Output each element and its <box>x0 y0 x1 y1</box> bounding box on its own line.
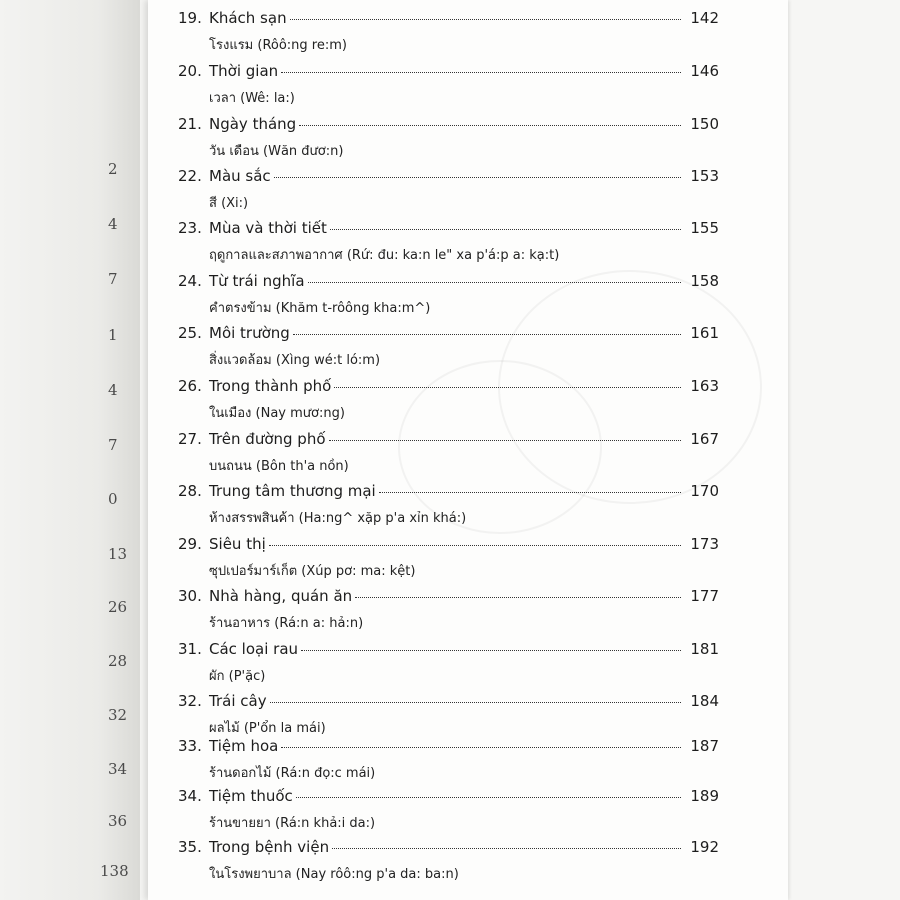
entry-thai-subtitle: วัน เดือน (Wăn đươ:n) <box>209 144 344 159</box>
entry-title: Khách sạn <box>209 9 287 27</box>
entry-page: 155 <box>690 219 719 237</box>
dot-leader <box>269 544 681 546</box>
entry-thai-subtitle: บนถนน (Bôn th'a nồn) <box>209 459 349 474</box>
toc-entry[interactable] <box>178 737 719 789</box>
toc-entry[interactable] <box>178 115 719 167</box>
toc-entry[interactable] <box>178 838 719 890</box>
dot-leader <box>329 439 681 441</box>
entry-title: Siêu thị <box>209 535 266 553</box>
entry-number: 27. <box>178 430 202 448</box>
dot-leader <box>281 71 681 73</box>
left-page-edge <box>0 0 140 900</box>
entry-page: 184 <box>690 692 719 710</box>
entry-title: Ngày tháng <box>209 115 297 133</box>
entry-title: Môi trường <box>209 324 290 342</box>
left-page-number: 7 <box>108 270 118 288</box>
dot-leader <box>301 649 681 651</box>
entry-number: 34. <box>178 787 202 805</box>
entry-page: 177 <box>690 587 719 605</box>
entry-page: 161 <box>690 324 719 342</box>
left-page-number: 4 <box>108 381 118 399</box>
entry-thai-subtitle: ฤดูกาลและสภาพอากาศ (Rứ: đu: ka:n le" xa p'á:p a: kạ:t) <box>209 248 560 263</box>
left-page-number: 26 <box>108 598 128 616</box>
left-page-number: 34 <box>108 760 128 778</box>
toc-entry[interactable] <box>178 430 719 482</box>
left-page-number: 138 <box>100 862 129 880</box>
toc-entry[interactable] <box>178 640 719 692</box>
dot-leader <box>290 18 681 20</box>
dot-leader <box>355 596 681 598</box>
entry-page: 153 <box>690 167 719 185</box>
dot-leader <box>379 491 681 493</box>
toc-entry[interactable] <box>178 482 719 534</box>
entry-title: Tiệm hoa <box>209 737 279 755</box>
dot-leader <box>332 847 681 849</box>
left-page-number: 28 <box>108 652 128 670</box>
toc-entry[interactable] <box>178 535 719 587</box>
entry-number: 28. <box>178 482 202 500</box>
toc-entry[interactable] <box>178 62 719 114</box>
entry-title: Mùa và thời tiết <box>209 219 327 237</box>
dot-leader <box>293 333 681 335</box>
entry-title: Trên đường phố <box>209 430 326 448</box>
entry-thai-subtitle: ห้างสรรพสินค้า (Ha:ng^ xặp p'a xỉn khá:) <box>209 511 467 526</box>
entry-number: 19. <box>178 9 202 27</box>
dot-leader <box>330 228 681 230</box>
entry-title: Trung tâm thương mại <box>209 482 376 500</box>
entry-page: 181 <box>690 640 719 658</box>
entry-page: 192 <box>690 838 719 856</box>
entry-thai-subtitle: ร้านอาหาร (Rá:n a: hả:n) <box>209 616 364 631</box>
left-page-number: 0 <box>108 490 118 508</box>
toc-entry[interactable] <box>178 587 719 639</box>
toc-entry[interactable] <box>178 9 719 61</box>
entry-page: 146 <box>690 62 719 80</box>
left-page-number: 4 <box>108 215 118 233</box>
entry-title: Trái cây <box>209 692 267 710</box>
entry-number: 29. <box>178 535 202 553</box>
entry-thai-subtitle: ในเมือง (Nay mươ:ng) <box>209 406 345 421</box>
left-page-number: 2 <box>108 160 118 178</box>
toc-entry[interactable] <box>178 167 719 219</box>
entry-page: 187 <box>690 737 719 755</box>
entry-number: 32. <box>178 692 202 710</box>
dot-leader <box>270 701 681 703</box>
entry-page: 167 <box>690 430 719 448</box>
entry-title: Màu sắc <box>209 167 271 185</box>
entry-thai-subtitle: เวลา (Wê: la:) <box>209 91 295 106</box>
entry-number: 23. <box>178 219 202 237</box>
entry-page: 142 <box>690 9 719 27</box>
entry-number: 20. <box>178 62 202 80</box>
entry-number: 22. <box>178 167 202 185</box>
entry-title: Thời gian <box>209 62 279 80</box>
entry-thai-subtitle: ร้านดอกไม้ (Rá:n đọ:c mái) <box>209 766 376 781</box>
entry-thai-subtitle: ซุปเปอร์มาร์เก็ต (Xúp pơ: ma: kệt) <box>209 564 416 579</box>
entry-title: Các loại rau <box>209 640 299 658</box>
entry-number: 21. <box>178 115 202 133</box>
toc-entry[interactable] <box>178 377 719 429</box>
left-page-number: 13 <box>108 545 128 563</box>
entry-thai-subtitle: สี (Xi:) <box>209 196 249 211</box>
entry-title: Trong thành phố <box>209 377 332 395</box>
entry-thai-subtitle: ผลไม้ (P'ổn la mái) <box>209 721 326 736</box>
entry-thai-subtitle: สิ่งแวดล้อม (Xìng wé:t ló:m) <box>209 353 381 368</box>
toc-entry[interactable] <box>178 219 719 271</box>
entry-title: Từ trái nghĩa <box>209 272 305 290</box>
entry-thai-subtitle: โรงแรม (Rôô:ng re:m) <box>209 38 347 53</box>
entry-thai-subtitle: ร้านขายยา (Rá:n khả:i da:) <box>209 816 376 831</box>
entry-title: Nhà hàng, quán ăn <box>209 587 353 605</box>
left-page-number: 36 <box>108 812 128 830</box>
right-page-edge <box>788 0 900 900</box>
entry-thai-subtitle: ในโรงพยาบาล (Nay rôô:ng p'a da: ba:n) <box>209 867 459 882</box>
dot-leader <box>308 281 681 283</box>
entry-thai-subtitle: คำตรงข้าม (Khăm t-rôông kha:m^) <box>209 301 431 316</box>
dot-leader <box>281 746 681 748</box>
entry-title: Trong bệnh viện <box>209 838 330 856</box>
entry-title: Tiệm thuốc <box>209 787 293 805</box>
entry-number: 26. <box>178 377 202 395</box>
entry-number: 35. <box>178 838 202 856</box>
entry-thai-subtitle: ผัก (P'ặc) <box>209 669 266 684</box>
entry-page: 189 <box>690 787 719 805</box>
dot-leader <box>296 796 681 798</box>
entry-number: 30. <box>178 587 202 605</box>
entry-number: 25. <box>178 324 202 342</box>
toc-entry[interactable] <box>178 272 719 324</box>
dot-leader <box>334 386 681 388</box>
left-page-number: 1 <box>108 326 118 344</box>
entry-page: 163 <box>690 377 719 395</box>
entry-page: 173 <box>690 535 719 553</box>
entry-number: 24. <box>178 272 202 290</box>
toc-entry[interactable] <box>178 324 719 376</box>
toc-entry[interactable] <box>178 787 719 839</box>
left-page-number: 7 <box>108 436 118 454</box>
entry-page: 158 <box>690 272 719 290</box>
dot-leader <box>274 176 681 178</box>
entry-number: 33. <box>178 737 202 755</box>
dot-leader <box>299 124 681 126</box>
entry-page: 150 <box>690 115 719 133</box>
entry-number: 31. <box>178 640 202 658</box>
left-page-number: 32 <box>108 706 128 724</box>
entry-page: 170 <box>690 482 719 500</box>
